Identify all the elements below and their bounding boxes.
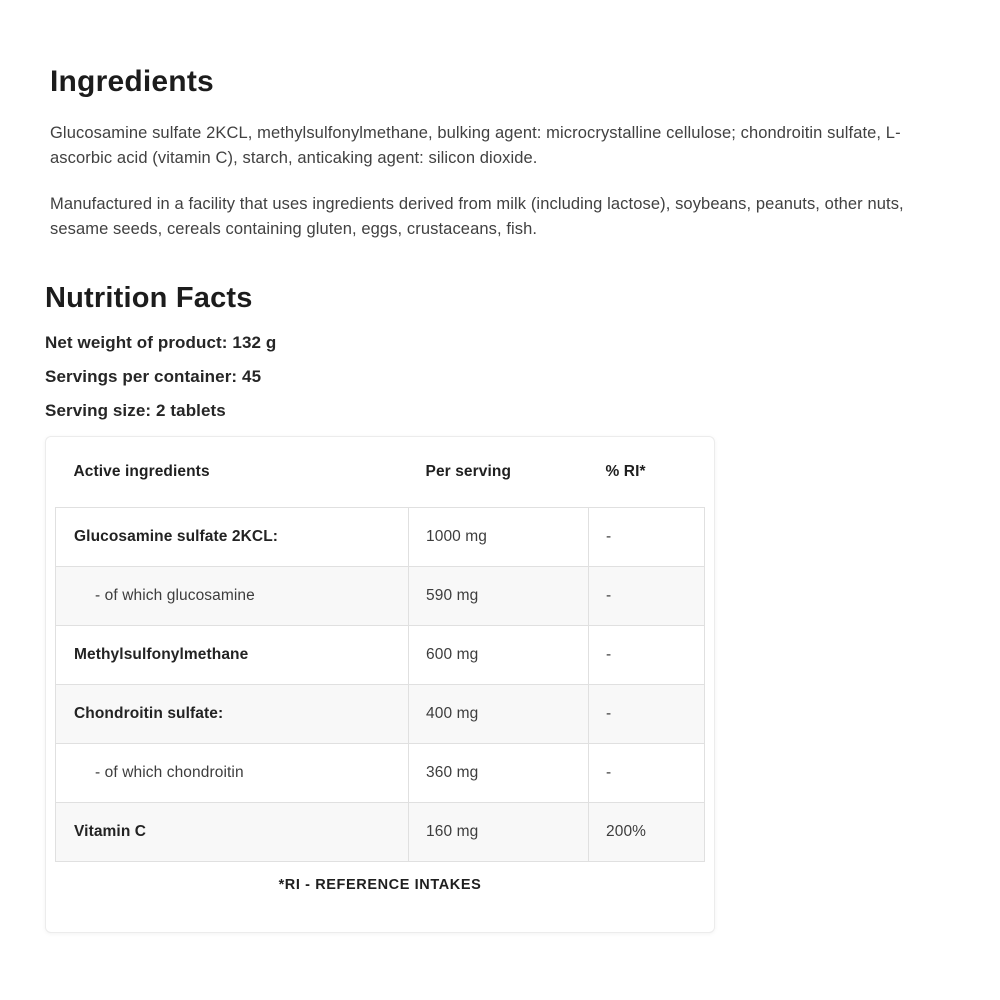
- ingredients-title: Ingredients: [50, 65, 214, 98]
- ingredient-cell: Methylsulfonylmethane: [56, 625, 409, 684]
- active-ingredients-table: [55, 437, 705, 862]
- per-serving-cell: 360 mg: [409, 743, 589, 802]
- reference-intakes-footnote: *RI - REFERENCE INTAKES: [278, 876, 482, 893]
- servings-per-container-line: Servings per container: 45: [45, 367, 262, 387]
- ri-cell: -: [589, 625, 705, 684]
- per-serving-cell: 160 mg: [409, 802, 589, 861]
- ri-cell: -: [589, 507, 705, 566]
- header-active-ingredients: Active ingredients: [73, 463, 210, 481]
- ingredient-cell: - of which chondroitin: [56, 743, 409, 802]
- serving-stats: [45, 334, 1000, 420]
- ri-cell: 200%: [589, 802, 705, 861]
- per-serving-cell: 590 mg: [409, 566, 589, 625]
- ri-cell: -: [589, 743, 705, 802]
- table-row: [56, 507, 705, 566]
- table-row: [56, 802, 705, 861]
- per-serving-cell: 1000 mg: [409, 507, 589, 566]
- table-row: [56, 566, 705, 625]
- ri-cell: -: [589, 684, 705, 743]
- ingredient-cell: Chondroitin sulfate:: [56, 684, 409, 743]
- header-per-serving: Per serving: [425, 463, 512, 481]
- ri-cell: -: [589, 566, 705, 625]
- allergen-paragraph: Manufactured in a facility that uses ingredients derived from milk (including lactose), soybeans, peanuts, other nuts, sesame seeds, cereals containing gluten, eggs, crustaceans, fish.: [50, 195, 904, 238]
- ingredient-cell: - of which glucosamine: [56, 566, 409, 625]
- nutrition-facts-title: Nutrition Facts: [45, 282, 253, 314]
- ingredients-section: [0, 0, 1000, 242]
- header-ri: % RI*: [605, 463, 646, 481]
- serving-size-line: Serving size: 2 tablets: [45, 401, 226, 421]
- nutrition-facts-section: [0, 282, 1000, 933]
- per-serving-cell: 400 mg: [409, 684, 589, 743]
- ingredient-cell: Glucosamine sulfate 2KCL:: [56, 507, 409, 566]
- table-row: [56, 684, 705, 743]
- nutrition-table-panel: [45, 436, 715, 933]
- table-row: [56, 625, 705, 684]
- table-header-row: [56, 437, 705, 507]
- per-serving-cell: 600 mg: [409, 625, 589, 684]
- ingredients-paragraph: Glucosamine sulfate 2KCL, methylsulfonylmethane, bulking agent: microcrystalline cellulose; chondroitin sulfate, L-ascorbic acid (vitamin C), starch, anticaking agent: silicon dioxide.: [50, 124, 901, 167]
- ingredient-cell: Vitamin C: [56, 802, 409, 861]
- net-weight-line: Net weight of product: 132 g: [45, 333, 277, 353]
- table-row: [56, 743, 705, 802]
